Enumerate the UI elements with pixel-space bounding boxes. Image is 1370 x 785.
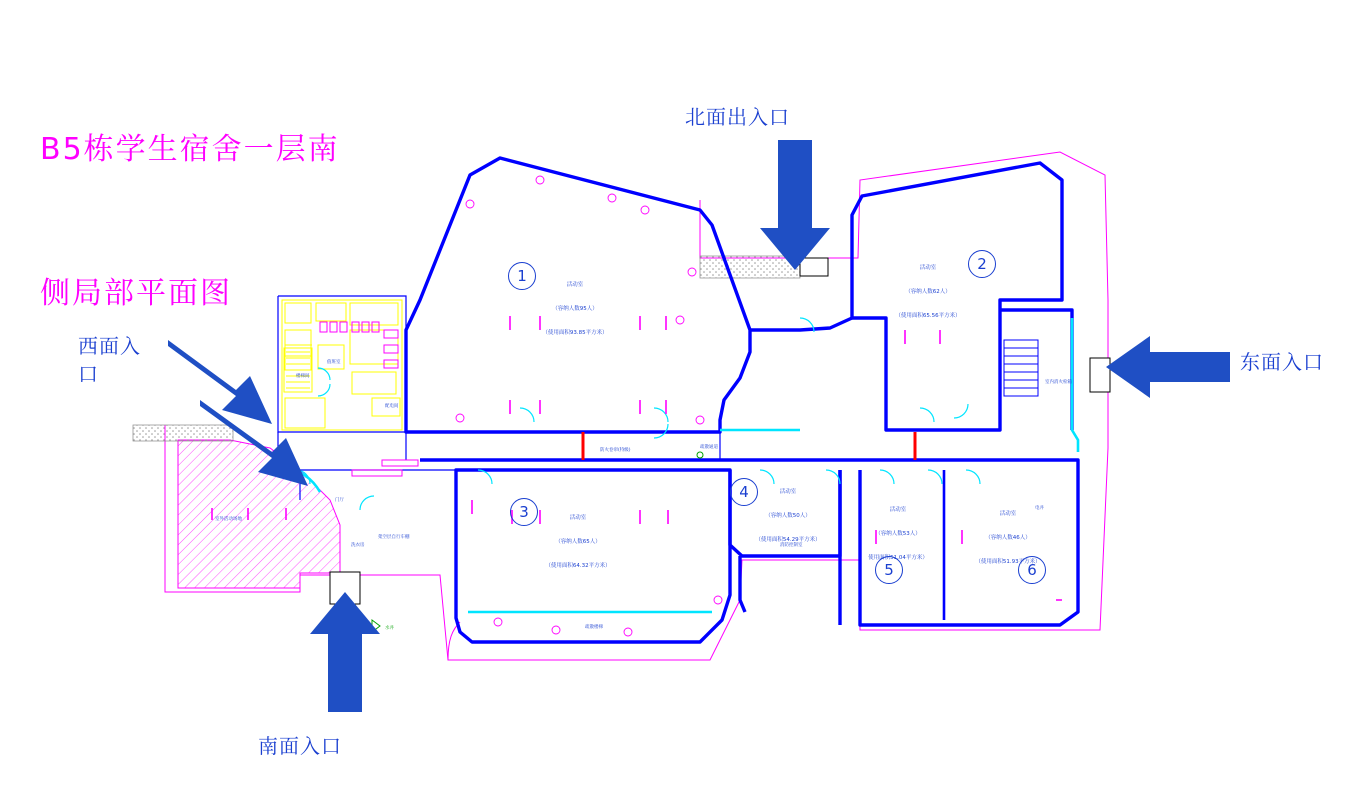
north-corridor-paving <box>700 256 828 278</box>
room-6-name: 活动室 <box>999 511 1017 517</box>
fire-shutter <box>583 432 915 460</box>
door-swings <box>296 318 980 510</box>
room-info-3 <box>528 498 628 586</box>
west-paving-strip <box>133 425 233 441</box>
room-3-area: （使用面积64.32平方米） <box>545 563 611 569</box>
arrow-south <box>310 592 380 712</box>
room-5-name: 活动室 <box>889 507 907 513</box>
room-2-area: （使用面积65.56平方米） <box>895 313 961 319</box>
room-5-capacity: （容纳人数53人） <box>875 531 921 537</box>
arrow-east <box>1106 336 1230 398</box>
room-1-name: 活动室 <box>566 282 584 288</box>
room-4-area: （使用面积54.29平方米） <box>755 537 821 543</box>
west-plaza-hatched-area <box>178 440 340 588</box>
label-west-entrance: 西面入口 <box>78 334 141 386</box>
plan-label: 疏散楼梯 <box>585 625 603 630</box>
plan-label: 洗衣房 <box>351 543 365 548</box>
page-title-line1: B5栋学生宿舍一层南 <box>40 132 340 167</box>
label-north-entrance: 北面出入口 <box>685 105 790 129</box>
room-4-capacity: （容纳人数50人） <box>765 513 811 519</box>
arrow-north <box>760 140 830 270</box>
room-2-name: 活动室 <box>919 265 937 271</box>
plan-label: 室内消火栓箱 <box>1045 380 1072 385</box>
east-stair <box>1004 340 1038 396</box>
room-1-area: （使用面积93.85平方米） <box>542 330 608 336</box>
plan-label: 疏散通道 <box>700 445 718 450</box>
plan-label: 电井 <box>1035 506 1044 511</box>
room-info-5 <box>852 490 944 578</box>
plan-label: 消防控制室 <box>780 543 803 548</box>
room-number-5: 5 <box>875 556 903 584</box>
room-3-name: 活动室 <box>569 515 587 521</box>
plan-label: 防火卷帘(特级) <box>600 448 631 453</box>
outer-boundary-magenta <box>165 152 1108 660</box>
plan-label: 门厅 <box>335 498 344 503</box>
room-4-name: 活动室 <box>779 489 797 495</box>
room-3-capacity: （容纳人数65人） <box>555 539 601 545</box>
room-6-capacity: （容纳人数46人） <box>985 535 1031 541</box>
label-east-entrance: 东面入口 <box>1240 350 1324 374</box>
room-5-area: 使用面积51.04平方米） <box>868 555 928 561</box>
plan-label: 值班室 <box>327 360 341 365</box>
plan-label: 楼梯间 <box>296 374 310 379</box>
plan-label: 配电间 <box>385 404 399 409</box>
arrow-west-upper <box>168 340 272 424</box>
room-number-2: 2 <box>968 250 996 278</box>
room-info-1 <box>525 265 625 353</box>
plan-label: 架空层自行车棚 <box>378 535 410 540</box>
east-entry-door <box>1090 358 1110 392</box>
page-title-line2: 侧局部平面图 <box>40 276 232 311</box>
room-2-capacity: （容纳人数62人） <box>905 289 951 295</box>
room-info-2 <box>878 248 978 336</box>
room-1-capacity: （容纳人数95人） <box>552 306 598 312</box>
plan-label: 水井 <box>385 626 394 631</box>
room-number-1: 1 <box>508 262 536 290</box>
room-number-3: 3 <box>510 498 538 526</box>
plan-label: 室外活动场地 <box>215 517 242 522</box>
room-6-area: （使用面积51.93平方米） <box>975 559 1041 565</box>
room-number-4: 4 <box>730 478 758 506</box>
label-south-entrance: 南面入口 <box>258 734 342 758</box>
room-number-6: 6 <box>1018 556 1046 584</box>
